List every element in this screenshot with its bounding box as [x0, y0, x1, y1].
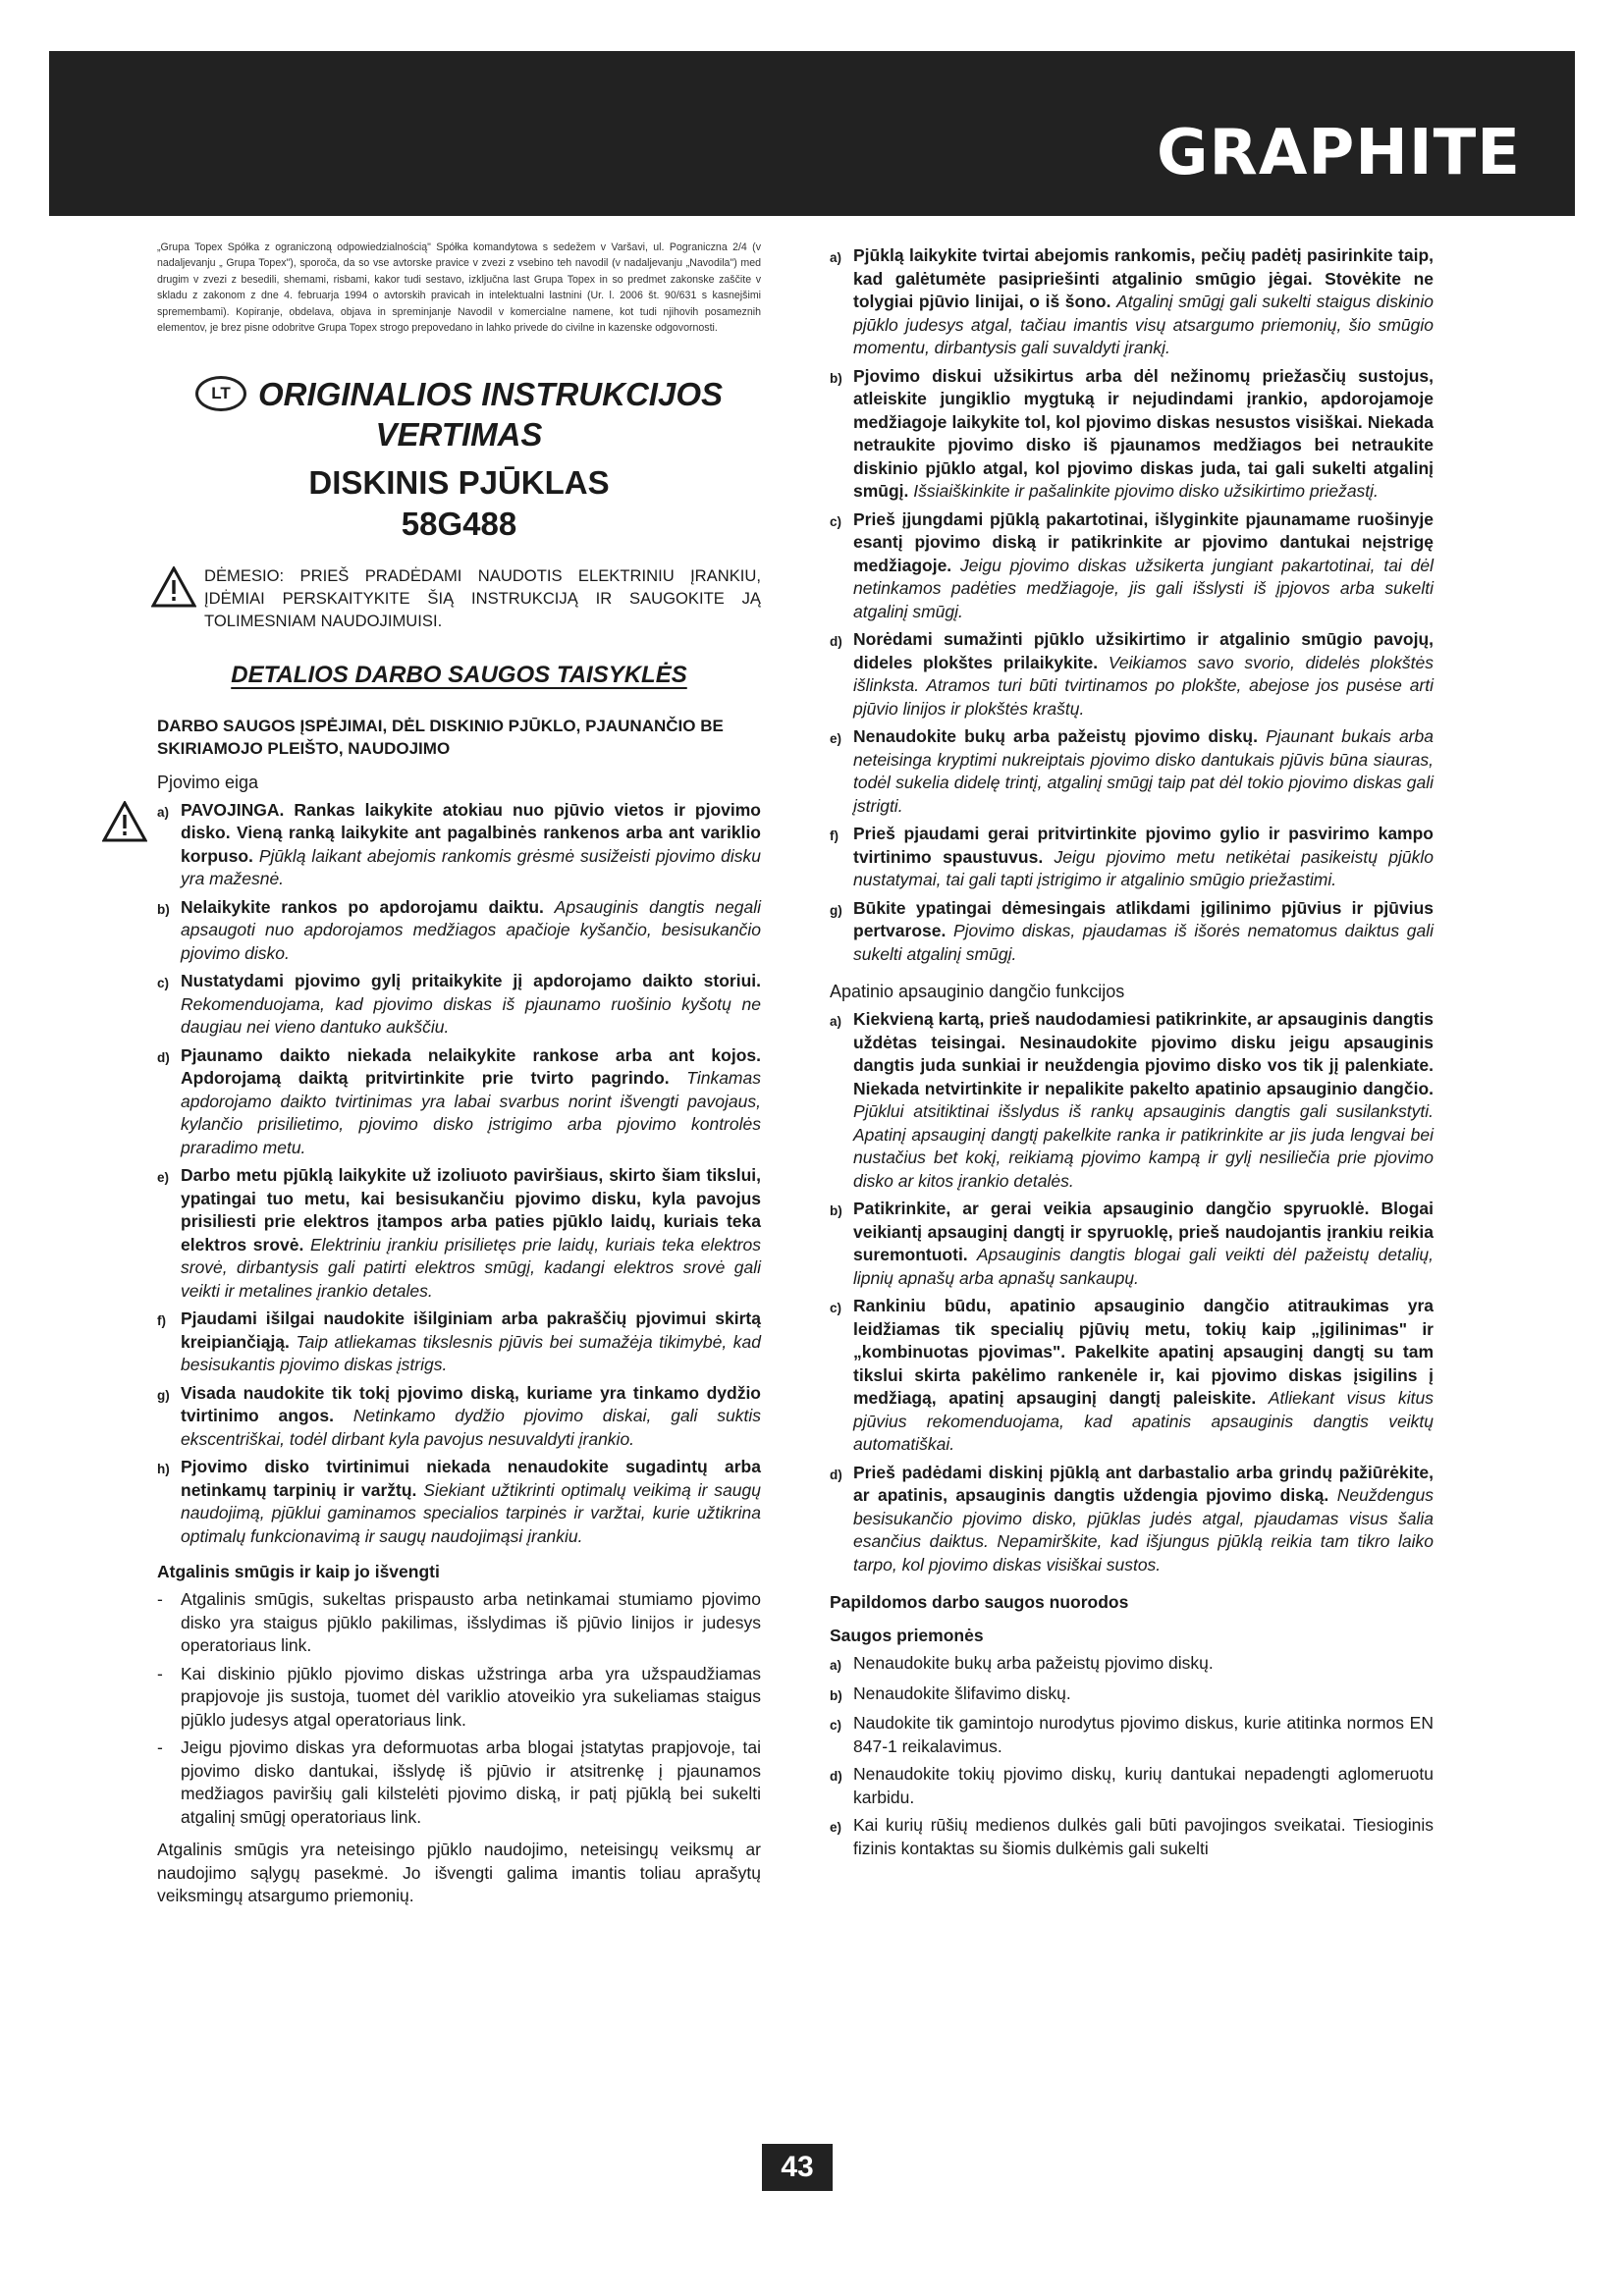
- title-block: [157, 375, 761, 544]
- list-item: [830, 1008, 1434, 1193]
- item-text: [181, 1164, 761, 1303]
- item-italic-text: Netinkamo dydžio pjovimo diskai, gali suktis ekscentriškai, todėl dirbant kyla pavojus nesuvaldyti įrankio.: [181, 1406, 762, 1449]
- left-column: [157, 240, 761, 1908]
- item-bold-text: Pjaunamo daikto niekada nelaikykite rankose arba ant kojos. Apdorojamą daiktą pritvirtinkite prie tvirto pagrindo.: [181, 1044, 761, 1089]
- right-items-list-1: [830, 244, 1434, 966]
- item-bold-text: Norėdami sumažinti pjūklo užsikirtimo ir atgalinio smūgio pavojų, dideles plokštes prilaikykite.: [853, 629, 1434, 672]
- warning-triangle-icon: [151, 566, 196, 608]
- item-marker: e): [830, 1820, 842, 1835]
- item-bold-text: Pjūklą laikykite tvirtai abejomis rankomis, pečių padėtį pasirinkite taip, kad galėtumėte pasipriešinti atgalinio smūgio jėgai. Stovėkite ne tolygiai pjūvio linijai, o iš šono.: [853, 245, 1434, 311]
- list-item: [830, 1462, 1434, 1577]
- list-item: [830, 628, 1434, 721]
- item-italic-text: Jeigu pjovimo metu netikėtai pasikeistų pjūklo nustatymai, tai gali tapti įstrigimo ir atgalinio smūgio priežastimi.: [853, 846, 1434, 889]
- dash-item: [157, 1588, 761, 1658]
- left-dash-list: [157, 1588, 761, 1829]
- item-text: Nenaudokite tokių pjovimo diskų, kurių dantukai nepadengti aglomeruotu karbidu.: [853, 1764, 1434, 1807]
- item-italic-text: Veikiamos savo svorio, didelės plokštės išlinksta. Atramos turi būti tvirtinamos po plokšte, abejose jos pusėse arti pjūvio linijos ir plokštės kraštų.: [853, 652, 1435, 719]
- section-title: DETALIOS DARBO SAUGOS TAISYKLĖS: [231, 661, 687, 688]
- item-text: [181, 896, 761, 966]
- subheading-pjovimo-eiga: Pjovimo eiga: [157, 772, 259, 792]
- item-text: Nenaudokite bukų arba pažeistų pjovimo diskų.: [853, 1653, 1214, 1673]
- item-italic-text: Pjūklą laikant abejomis rankomis grėsmė susižeisti pjovimo disku yra mažesnė.: [181, 845, 761, 889]
- list-item: [830, 508, 1434, 624]
- header-bar: [49, 51, 1575, 216]
- language-badge: LT: [195, 376, 246, 411]
- item-italic-text: Elektriniu įrankiu prisilietęs prie laidų, kuriais teka elektros srovė, dirbantysis gali patirti elektros smūgį, kadangi elektros srovė gali veikti ir metalines įrankio detales.: [181, 1234, 761, 1301]
- list-item: [830, 1652, 1434, 1678]
- item-bold-text: Prieš padėdami diskinį pjūklą ant darbastalio arba grindų pažiūrėkite, ar apatinis, apsauginis dangtis uždengia pjovimo diską.: [853, 1462, 1434, 1505]
- dash-text: Atgalinis smūgis, sukeltas prispausto arba netinkamai stumiamo pjovimo disko yra staigus pjūklo pakilimas, išslydimas iš pjūvio linijos ir judesys operatoriaus link.: [181, 1589, 761, 1656]
- model-number: 58G488: [401, 505, 517, 542]
- item-italic-text: Išsiaiškinkite ir pašalinkite pjovimo disko užsikirtimo priežastį.: [913, 481, 1379, 501]
- item-bold-text: Būkite ypatingai dėmesingais atlikdami įgilinimo pjūvius ir pjūvius pertvarose.: [853, 897, 1434, 940]
- left-heading: DARBO SAUGOS ĮSPĖJIMAI, DĖL DISKINIO PJŪKLO, PJAUNANČIO BE SKIRIAMOJO PLEIŠTO, NAUDOJIMO: [157, 716, 724, 759]
- item-marker: b): [830, 370, 842, 386]
- subheading-atgalinis: Atgalinis smūgis ir kaip jo išvengti: [157, 1562, 440, 1582]
- list-item: [157, 799, 761, 891]
- item-italic-text: Atgalinį smūgį gali sukelti staigus diskinio pjūklo judesys atgal, tačiau imantis visų atsargumo priemonių, šio smūgio momentu, dirbantysis gali suvaldyti įrankį.: [853, 292, 1435, 357]
- left-items-list: [157, 799, 761, 1549]
- product-name: DISKINIS PJŪKLAS: [308, 463, 610, 501]
- item-marker: c): [830, 513, 842, 529]
- list-item: [157, 1044, 761, 1160]
- item-marker: d): [830, 634, 842, 649]
- item-bold-text: Kiekvieną kartą, prieš naudodamiesi patikrinkite, ar apsauginis dangtis uždėtas teisingai. Nesinaudokite pjovimo disku jeigu apsauginis dangtis juda sunkiai ir neuždengia pjovimo disko vos tik jį palenkiate. Niekada netvirtinkite ir nepalikite pakelto apatinio apsauginio dangčio.: [853, 1009, 1434, 1098]
- item-bold-text: Nelaikykite rankos po apdorojamu daiktu.: [181, 896, 544, 917]
- item-marker: d): [157, 1049, 170, 1065]
- item-text: [181, 1044, 761, 1160]
- item-marker: d): [830, 1467, 842, 1482]
- dash-text: Kai diskinio pjūklo pjovimo diskas užstringa arba yra užspaudžiamas prapjovoje jis sustoja, tuomet dėl variklio atoveikio yra sukeliamas staigus pjūklo judesys atgal operatoriaus link.: [181, 1663, 761, 1730]
- item-text: Naudokite tik gamintojo nurodytus pjovimo diskus, kurie atitinka normos EN 847-1 reikalavimus.: [853, 1713, 1434, 1756]
- list-item: [157, 896, 761, 966]
- list-item: [157, 970, 761, 1040]
- item-italic-text: Pjūklui atsitiktinai išslydus iš rankų apsauginis dangtis gali susilankstyti. Apatinį apsauginį dangtį pakelkite ranka ir patikrinkite ar jis juda lengvai bei nustačius bet kokį, reikiamą pjovimo kampą ir gylį nesiliečia prie pjovimo disko ar kitos įrankio detalės.: [853, 1101, 1434, 1191]
- dash-marker: -: [157, 1737, 163, 1758]
- item-marker: g): [830, 902, 842, 918]
- item-bold-text: Pjovimo diskui užsikirtus arba dėl nežinomų priežasčių sustojus, atleiskite jungiklio mygtuką ir nejudindami įrankio, apdorojamoje medžiagoje laikykite tol, kol pjovimo diskas nesustos visiškai. Niekada netraukite pjovimo disko iš pjaunamos medžiagos bei netraukite diskinio pjūklo atgal, kol pjovimo diskas juda, tai gali sukelti atgalinį smūgį.: [853, 365, 1434, 501]
- item-text: [853, 1462, 1434, 1577]
- item-bold-text: Rankiniu būdu, apatinio apsauginio dangčio atitraukimas yra leidžiamas tik specialių pjūvių metu, tokių kaip „įgilinimas" ir „kombinuotas pjovimas". Pakelkite apatinį apsauginį dangtį su tam tikslui skirta pakėlimo rankenėle ir, kai pjovimo diskas įsigilins į medžiagą, apatinį apsauginį dangtį paleiskite.: [853, 1296, 1434, 1408]
- item-italic-text: Jeigu pjovimo diskas užsikerta jungiant pakartotinai, tai dėl netinkamos padėties medžiagoje, jis gali išslysti iš įpjovos arba sukelti atgalinį smūgį.: [853, 555, 1434, 621]
- item-italic-text: Rekomenduojama, kad pjovimo diskas iš pjaunamo ruošinio kyšotų ne daugiau nei vieno dantuko aukščiu.: [181, 993, 761, 1038]
- copyright-notice: „Grupa Topex Spółka z ograniczoną odpowiedzialnością" Spółka komandytowa s sedežem v Varšavi, ul. Pograniczna 2/4 (v nadaljevanju „ Grupa Topex"), sporoča, da so vse avtorske pravice v zvezi z vsebino teh navodil (v nadaljevanju „Navodila") med drugim v zvezi z besedili, shemami, risbami, kakor tudi sestavo, izključna last Grupa Topex in so predmet zakonske zaščite v skladu z zakonom z dne 4. februarja 1994 o avtorskih pravicah in intelektualni lastnini (Ur. l. 2006 št. 90/631 s kasnejšimi spremembami). Kopiranje, obdelava, objava in spreminjanje Navodil v komercialne namene, kot tudi njihovih posameznih elementov, je brez pisne odobritve Grupa Topex strogo prepovedano in lahko privede do civilne in kazenske odgovornosti.: [157, 241, 761, 335]
- item-text: [181, 799, 761, 891]
- item-marker: f): [830, 828, 839, 843]
- item-marker: e): [830, 731, 842, 746]
- item-text: [853, 725, 1434, 818]
- item-italic-text: Atliekant visus kitus pjūvius rekomenduojama, kad apatinis apsauginis dangtis veiktų automatiškai.: [853, 1388, 1434, 1454]
- item-italic-text: Apsauginis dangtis blogai gali veikti dėl pažeistų detalių, lipnių apnašų arba apnašų sankaupų.: [853, 1245, 1434, 1288]
- item-text: Kai kurių rūšių medienos dulkės gali būti pavojingos sveikatai. Tiesioginis fizinis kontaktas su šiomis dulkėmis gali sukelti: [853, 1815, 1434, 1858]
- list-item: [830, 897, 1434, 967]
- list-item: [830, 1763, 1434, 1809]
- dash-text: Jeigu pjovimo diskas yra deformuotas arba blogai įstatytas prapjovoje, tai pjovimo disko dantukai, išslydę iš pjūvio ir atsitrenkę į pjaunamos medžiagos paviršių gali kilstelėti pjovimo diską, ir patį pjūklą bei sukelti atgalinį smūgį operatoriaus link.: [181, 1737, 761, 1827]
- right-column: [830, 240, 1434, 1860]
- subheading-saugos-priemones: Saugos priemonės: [830, 1626, 984, 1645]
- item-bold-text: Nustatydami pjovimo gylį pritaikykite jį apdorojamo daikto storiui.: [181, 971, 761, 991]
- list-item: [830, 1198, 1434, 1290]
- item-marker: a): [830, 250, 842, 265]
- item-marker: b): [830, 1687, 842, 1703]
- item-marker: a): [830, 1014, 842, 1029]
- title-line-2: VERTIMAS: [375, 415, 543, 453]
- list-item: [830, 1682, 1434, 1708]
- item-text: [853, 508, 1434, 624]
- list-item: [830, 725, 1434, 818]
- item-marker: d): [830, 1769, 842, 1784]
- item-bold-text: Prieš įjungdami pjūklą pakartotinai, išlyginkite pjaunamame ruošinyje esantį pjovimo diską ir patikrinkite ar pjovimo dantukai neįstrigę medžiagoje.: [853, 508, 1434, 575]
- list-item: [830, 1712, 1434, 1758]
- list-item: [830, 823, 1434, 892]
- item-text: [853, 823, 1434, 892]
- right-items-list-3: [830, 1652, 1434, 1860]
- item-text: [853, 1008, 1434, 1193]
- item-marker: c): [157, 976, 170, 991]
- item-text: [181, 1382, 761, 1452]
- item-marker: f): [157, 1313, 166, 1329]
- warning-intro: [157, 564, 761, 632]
- item-text: [853, 1295, 1434, 1457]
- list-item: [830, 1814, 1434, 1860]
- item-text: [181, 1456, 761, 1548]
- item-marker: g): [157, 1387, 170, 1403]
- item-bold-text: Darbo metu pjūklą laikykite už izoliuoto paviršiaus, skirto šiam tikslui, ypatingai tuo metu, kai besisukančiu pjovimo disku, kyla pavojus prisiliesti prie elektros įtampos arba paties pjūklo laidų, kuriais teka elektros srovė.: [181, 1165, 761, 1255]
- item-text: [181, 1308, 761, 1377]
- item-bold-text: Visada naudokite tik tokį pjovimo diską, kuriame yra tinkamo dydžio tvirtinimo angos.: [181, 1382, 761, 1426]
- item-marker: e): [157, 1170, 170, 1186]
- subheading-papildomos: Papildomos darbo saugos nuorodos: [830, 1592, 1129, 1612]
- dash-marker: -: [157, 1663, 163, 1683]
- item-text: [853, 365, 1434, 504]
- item-bold-text: Prieš pjaudami gerai pritvirtinkite pjovimo gylio ir pasvirimo kampo tvirtinimo spaustuvus.: [853, 824, 1434, 867]
- item-text: [853, 628, 1434, 721]
- item-text: [853, 244, 1434, 360]
- item-marker: a): [157, 804, 170, 820]
- list-item: [157, 1456, 761, 1548]
- item-marker: c): [830, 1718, 842, 1733]
- item-bold-text: PAVOJINGA. Rankas laikykite atokiau nuo pjūvio vietos ir pjovimo disko. Vieną ranką laikykite ant pagalbinės rankenos arba ant variklio korpuso.: [181, 799, 761, 866]
- item-italic-text: Neuždengus besisukančio pjovimo disko, pjūklas judės atgal, pjaudamas visus šalia esančius daiktus. Nepamirškite, kad išjungus pjūklą reikia tam tikro laiko tarpo, kol pjovimo diskas visiškai sustos.: [853, 1485, 1434, 1575]
- list-item: [830, 244, 1434, 360]
- dash-item: [157, 1736, 761, 1829]
- dash-marker: -: [157, 1589, 163, 1610]
- item-text: [853, 897, 1434, 967]
- list-item: [830, 1295, 1434, 1457]
- left-paragraph: Atgalinis smūgis yra neteisingo pjūklo naudojimo, neteisingų veiksmų ar naudojimo sąlygų pasekmė. Jo išvengti galima imantis toliau aprašytų veiksmingų atsargumo priemonių.: [157, 1840, 761, 1906]
- item-italic-text: Pjovimo diskas, pjaudamas iš išorės nematomus daiktus gali sukelti atgalinį smūgį.: [853, 921, 1434, 964]
- item-marker: h): [157, 1462, 170, 1477]
- brand-logo: GRAPHITE: [1157, 117, 1521, 189]
- item-italic-text: Siekiant užtikrinti optimalų veikimą ir saugų naudojimą, pjūklui gaminamos specialios tarpinės ir varžtai, kurie užtikrina optimalų funkcionavimą ir saugų naudojimąsi įrankiu.: [181, 1479, 761, 1546]
- item-marker: a): [830, 1658, 842, 1673]
- list-item: [157, 1308, 761, 1377]
- item-text: [181, 970, 761, 1040]
- item-marker: b): [157, 901, 170, 917]
- list-item: [157, 1382, 761, 1452]
- item-italic-text: Pjaunant bukais arba neteisinga kryptimi nukreiptais pjovimo disko dantukais pjūvis būna siauras, todėl sukelia didelę trintį, atgalinį smūgį taip pat dėl tokio pjovimo diskas gali įstrigti.: [853, 726, 1434, 816]
- item-bold-text: Pjovimo disko tvirtinimui niekada nenaudokite sugadintų arba netinkamų tarpinių ir varžtų.: [181, 1457, 761, 1500]
- item-italic-text: Apsauginis dangtis negali apsaugoti nuo apdorojamos medžiagos apačioje kyšančio, besisukančio pjovimo disko.: [181, 896, 761, 963]
- item-text: [853, 1198, 1434, 1290]
- item-marker: c): [830, 1301, 842, 1315]
- subheading-apsauginio: Apatinio apsauginio dangčio funkcijos: [830, 982, 1125, 1001]
- warning-triangle-icon: [102, 801, 147, 842]
- item-text: Nenaudokite šlifavimo diskų.: [853, 1682, 1071, 1703]
- dash-item: [157, 1663, 761, 1733]
- warning-intro-text: DĖMESIO: PRIEŠ PRADĖDAMI NAUDOTIS ELEKTRINIU ĮRANKIU, ĮDĖMIAI PERSKAITYKITE ŠIĄ INSTRUKCIJĄ IR SAUGOKITE JĄ TOLIMESNIAM NAUDOJIMUISI.: [204, 565, 761, 630]
- item-italic-text: Tinkamas apdorojamo daikto tvirtinimas yra labai svarbus norint išvengti pavojaus, kylančio prisilietimo, pjovimo disko įstrigimo arba pjovimo kontrolės praradimo metu.: [181, 1068, 761, 1157]
- item-bold-text: Patikrinkite, ar gerai veikia apsauginio dangčio spyruoklė. Blogai veikiantį apsauginį dangtį ir spyruoklę, prieš naudojantis įrankiu reikia suremontuoti.: [853, 1199, 1434, 1264]
- item-italic-text: Taip atliekamas tikslesnis pjūvis bei sumažėja tikimybė, kad besisukantis pjovimo diskas įstrigs.: [181, 1331, 761, 1375]
- item-bold-text: Nenaudokite bukų arba pažeistų pjovimo diskų.: [853, 726, 1258, 746]
- page-number: 43: [762, 2144, 833, 2191]
- title-line-1: LT ORIGINALIOS INSTRUKCIJOS: [157, 375, 761, 414]
- item-bold-text: Pjaudami išilgai naudokite išilginiam arba pakraščių pjovimui skirtą kreipiančiąją.: [181, 1308, 761, 1352]
- list-item: [830, 365, 1434, 504]
- item-marker: b): [830, 1203, 842, 1218]
- right-items-list-2: [830, 1008, 1434, 1576]
- list-item: [157, 1164, 761, 1303]
